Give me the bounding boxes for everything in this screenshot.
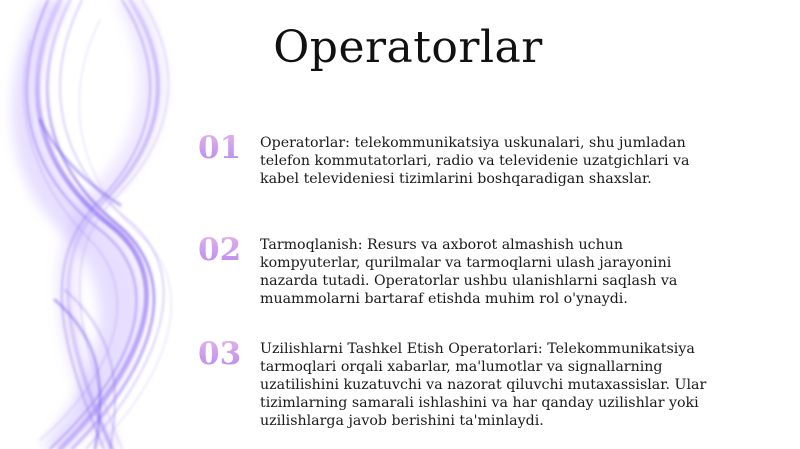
- item-number: 01: [198, 128, 244, 168]
- item-number: 03: [198, 334, 244, 374]
- item-text: Operatorlar: telekommunikatsiya uskunalari, shu jumladan telefon kommutatorlari, radio va televidenie uzatgichlari va kabel televideniesi tizimlarini boshqaradigan shaxslar.: [260, 135, 690, 187]
- item-text: Uzilishlarni Tashkel Etish Operatorlari: Telekommunikatsiya tarmoqlari orqali xabarlar, ma'lumotlar va signallarning uzatilishini kuzatuvchi va nazorat qiluvchi mutaxassislar. Ular tizimlarning samarali ishlashini va har qanday uzilishlar yoki uzilishlarga javob berishini ta'minlaydi.: [260, 341, 707, 429]
- item-text: Tarmoqlanish: Resurs va axborot almashish uchun kompyuterlar, qurilmalar va tarmoqlarni ulash jarayonini nazarda tutadi. Operatorlar ushbu ulanishlarni saqlash va muammolarni bartaraf etishda muhim rol o'ynaydi.: [260, 237, 678, 307]
- slide-title: Operatorlar: [273, 22, 543, 73]
- item-number: 02: [198, 230, 244, 270]
